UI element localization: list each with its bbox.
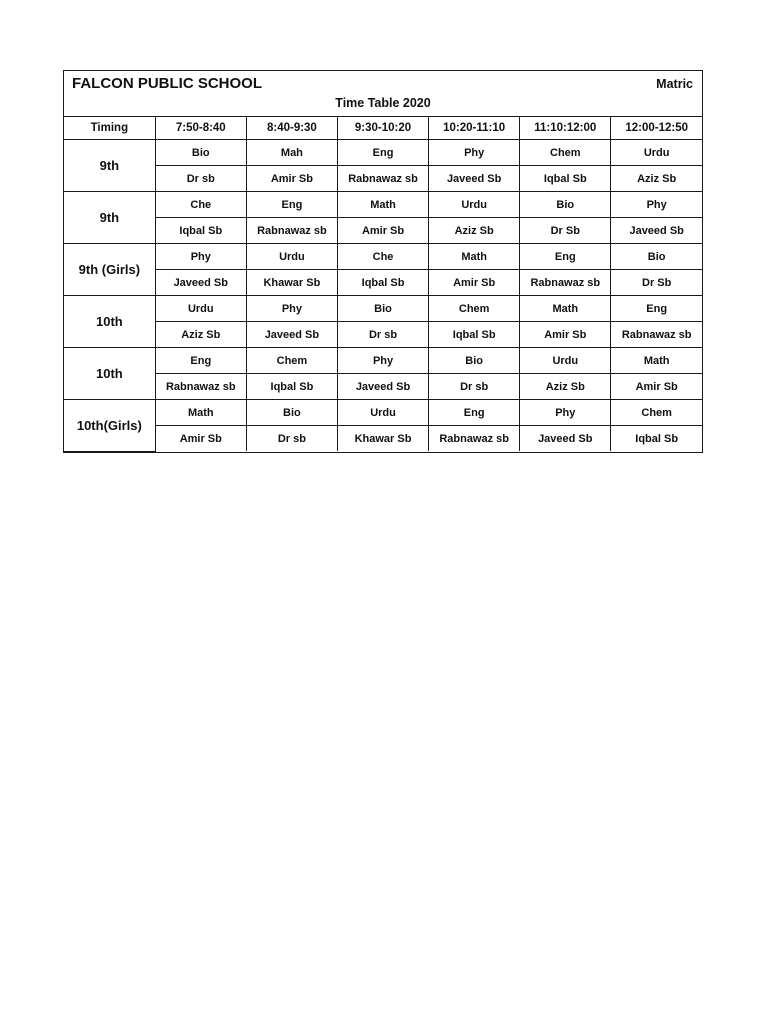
teacher-cell: Javeed Sb bbox=[337, 374, 428, 400]
teacher-cell: Dr sb bbox=[246, 426, 337, 452]
subject-cell: Phy bbox=[611, 192, 702, 218]
timetable-document bbox=[63, 70, 703, 453]
subject-cell: Phy bbox=[520, 400, 611, 426]
teacher-cell: Rabnawaz sb bbox=[429, 426, 520, 452]
time-slot: 11:10:12:00 bbox=[520, 117, 611, 140]
subject-cell: Bio bbox=[155, 140, 246, 166]
teacher-cell: Dr Sb bbox=[611, 270, 702, 296]
teacher-cell: Dr sb bbox=[155, 166, 246, 192]
teacher-cell: Javeed Sb bbox=[429, 166, 520, 192]
teacher-cell: Amir Sb bbox=[337, 218, 428, 244]
subject-cell: Che bbox=[337, 244, 428, 270]
subject-cell: Mah bbox=[246, 140, 337, 166]
teacher-cell: Rabnawaz sb bbox=[246, 218, 337, 244]
subject-cell: Urdu bbox=[611, 140, 702, 166]
subject-row bbox=[64, 192, 702, 218]
subject-cell: Math bbox=[611, 348, 702, 374]
teacher-row bbox=[64, 426, 702, 452]
subject-cell: Phy bbox=[246, 296, 337, 322]
teacher-cell: Javeed Sb bbox=[611, 218, 702, 244]
teacher-cell: Amir Sb bbox=[429, 270, 520, 296]
teacher-cell: Rabnawaz sb bbox=[155, 374, 246, 400]
subject-cell: Bio bbox=[337, 296, 428, 322]
subject-row bbox=[64, 348, 702, 374]
teacher-cell: Iqbal Sb bbox=[520, 166, 611, 192]
teacher-cell: Iqbal Sb bbox=[337, 270, 428, 296]
teacher-cell: Rabnawaz sb bbox=[520, 270, 611, 296]
teacher-cell: Dr Sb bbox=[520, 218, 611, 244]
teacher-row bbox=[64, 374, 702, 400]
subject-cell: Bio bbox=[246, 400, 337, 426]
time-slot: 10:20-11:10 bbox=[429, 117, 520, 140]
subject-cell: Urdu bbox=[155, 296, 246, 322]
school-name: FALCON PUBLIC SCHOOL bbox=[72, 75, 262, 92]
subject-cell: Chem bbox=[520, 140, 611, 166]
subject-row bbox=[64, 400, 702, 426]
teacher-cell: Amir Sb bbox=[520, 322, 611, 348]
subject-row bbox=[64, 140, 702, 166]
teacher-cell: Iqbal Sb bbox=[611, 426, 702, 452]
subject-cell: Urdu bbox=[520, 348, 611, 374]
teacher-cell: Javeed Sb bbox=[246, 322, 337, 348]
teacher-cell: Dr sb bbox=[337, 322, 428, 348]
timing-label: Timing bbox=[64, 117, 155, 140]
class-name: 10th(Girls) bbox=[64, 400, 155, 452]
subject-cell: Phy bbox=[337, 348, 428, 374]
subject-cell: Urdu bbox=[337, 400, 428, 426]
teacher-cell: Amir Sb bbox=[246, 166, 337, 192]
teacher-cell: Rabnawaz sb bbox=[337, 166, 428, 192]
teacher-cell: Dr sb bbox=[429, 374, 520, 400]
subject-cell: Math bbox=[155, 400, 246, 426]
subject-row bbox=[64, 244, 702, 270]
subject-cell: Eng bbox=[337, 140, 428, 166]
subject-cell: Eng bbox=[520, 244, 611, 270]
class-name: 9th bbox=[64, 140, 155, 192]
subject-cell: Math bbox=[337, 192, 428, 218]
time-slot: 12:00-12:50 bbox=[611, 117, 702, 140]
teacher-row bbox=[64, 270, 702, 296]
teacher-cell: Amir Sb bbox=[155, 426, 246, 452]
subject-cell: Phy bbox=[155, 244, 246, 270]
timetable-header bbox=[64, 71, 702, 117]
teacher-cell: Iqbal Sb bbox=[155, 218, 246, 244]
class-name: 9th bbox=[64, 192, 155, 244]
timetable-grid bbox=[64, 117, 702, 452]
subject-cell: Chem bbox=[246, 348, 337, 374]
time-slot: 7:50-8:40 bbox=[155, 117, 246, 140]
teacher-cell: Javeed Sb bbox=[520, 426, 611, 452]
subject-cell: Chem bbox=[429, 296, 520, 322]
subject-cell: Bio bbox=[520, 192, 611, 218]
teacher-cell: Aziz Sb bbox=[520, 374, 611, 400]
teacher-cell: Khawar Sb bbox=[337, 426, 428, 452]
subject-cell: Math bbox=[429, 244, 520, 270]
subject-cell: Bio bbox=[429, 348, 520, 374]
teacher-cell: Iqbal Sb bbox=[429, 322, 520, 348]
level-label: Matric bbox=[656, 77, 693, 91]
subject-row bbox=[64, 296, 702, 322]
teacher-row bbox=[64, 322, 702, 348]
time-slot: 8:40-9:30 bbox=[246, 117, 337, 140]
teacher-cell: Javeed Sb bbox=[155, 270, 246, 296]
teacher-cell: Rabnawaz sb bbox=[611, 322, 702, 348]
timing-header-row bbox=[64, 117, 702, 140]
subject-cell: Eng bbox=[429, 400, 520, 426]
class-name: 10th bbox=[64, 348, 155, 400]
subject-cell: Urdu bbox=[429, 192, 520, 218]
subject-cell: Urdu bbox=[246, 244, 337, 270]
teacher-cell: Aziz Sb bbox=[155, 322, 246, 348]
subject-cell: Eng bbox=[246, 192, 337, 218]
teacher-cell: Amir Sb bbox=[611, 374, 702, 400]
timetable-title: Time Table 2020 bbox=[335, 96, 431, 110]
class-name: 10th bbox=[64, 296, 155, 348]
teacher-row bbox=[64, 218, 702, 244]
subject-cell: Eng bbox=[611, 296, 702, 322]
class-name: 9th (Girls) bbox=[64, 244, 155, 296]
time-slot: 9:30-10:20 bbox=[337, 117, 428, 140]
teacher-cell: Aziz Sb bbox=[429, 218, 520, 244]
teacher-cell: Khawar Sb bbox=[246, 270, 337, 296]
subject-cell: Bio bbox=[611, 244, 702, 270]
subject-cell: Eng bbox=[155, 348, 246, 374]
subject-cell: Phy bbox=[429, 140, 520, 166]
subject-cell: Chem bbox=[611, 400, 702, 426]
subject-cell: Math bbox=[520, 296, 611, 322]
teacher-cell: Aziz Sb bbox=[611, 166, 702, 192]
subject-cell: Che bbox=[155, 192, 246, 218]
teacher-row bbox=[64, 166, 702, 192]
teacher-cell: Iqbal Sb bbox=[246, 374, 337, 400]
